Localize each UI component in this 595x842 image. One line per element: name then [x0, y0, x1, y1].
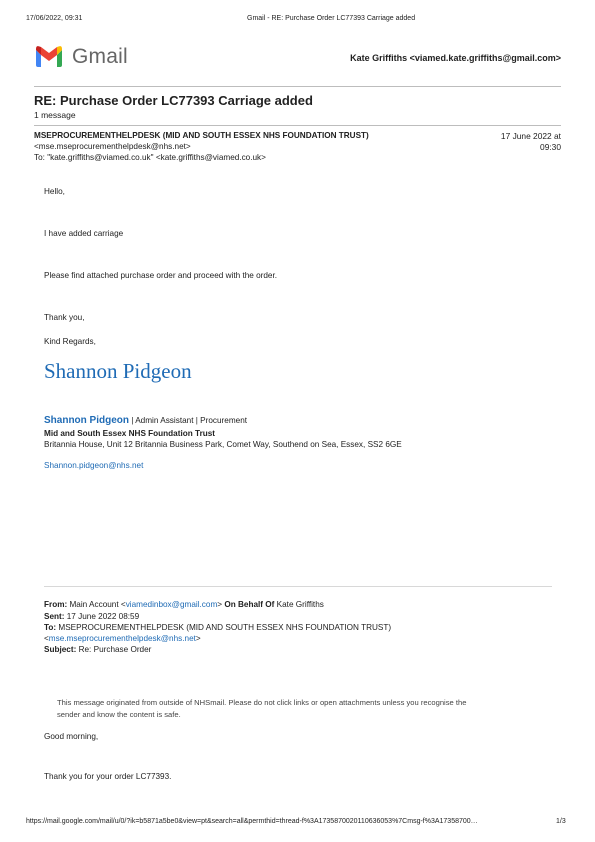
sender-email: <mse.mseprocurementhelpdesk@nhs.net>	[34, 142, 191, 151]
signature-line	[44, 415, 247, 426]
disclaimer-line-2: sender and know the content is safe.	[57, 710, 181, 719]
quoted-sent-text: 17 June 2022 08:59	[64, 612, 140, 621]
print-url: https://mail.google.com/mail/u/0/?ik=b5871a5be0&view=pt&search=all&permthid=thread-f%3A1735870020110636053%7Cmsg-f%3A17358700…	[26, 818, 478, 825]
quoted-subject-line	[44, 645, 151, 654]
signature-name: Shannon Pidgeon	[44, 415, 129, 426]
body-regards: Kind Regards,	[44, 337, 96, 346]
message-count: 1 message	[34, 110, 76, 120]
signature-large-name: Shannon Pidgeon	[44, 359, 192, 383]
body-thanks: Thank you,	[44, 313, 85, 322]
quoted-to-email-close: >	[195, 634, 201, 643]
gmail-logo-icon[interactable]	[34, 44, 64, 68]
quoted-from-close: >	[217, 600, 223, 609]
quoted-from-text: Main Account <	[67, 600, 126, 609]
print-page-number: 1/3	[556, 818, 566, 825]
quoted-to-email-line	[44, 634, 201, 643]
quoted-to-text: MSEPROCUREMENTHELPDESK (MID AND SOUTH ESSEX NHS FOUNDATION TRUST)	[56, 623, 392, 632]
quoted-sent-line	[44, 612, 139, 621]
body-line-carriage: I have added carriage	[44, 229, 124, 238]
quoted-behalf-text: Kate Griffiths	[274, 600, 324, 609]
gmail-logo-text: Gmail	[72, 45, 128, 68]
quoted-behalf-label: On Behalf Of	[222, 600, 275, 609]
body-greeting: Hello,	[44, 187, 65, 196]
quote-divider	[44, 586, 552, 587]
message-time: 09:30	[540, 142, 561, 152]
quoted-from-line	[44, 600, 324, 609]
signature-role: | Admin Assistant | Procurement	[129, 416, 248, 425]
recipient-line: To: "kate.griffiths@viamed.co.uk" <kate.griffiths@viamed.co.uk>	[34, 153, 266, 162]
quoted-to-line	[44, 623, 391, 632]
quoted-sent-label: Sent:	[44, 612, 65, 621]
quoted-to-label: To:	[44, 623, 57, 632]
quoted-thanks: Thank you for your order LC77393.	[44, 772, 172, 781]
quoted-to-email-open: <	[44, 634, 49, 643]
signature-email-link[interactable]: Shannon.pidgeon@nhs.net	[44, 461, 144, 470]
quoted-to-email-link[interactable]: mse.mseprocurementhelpdesk@nhs.net	[48, 634, 196, 643]
quoted-greeting: Good morning,	[44, 732, 99, 741]
account-name: Kate Griffiths <viamed.kate.griffiths@gmail.com>	[350, 53, 561, 63]
signature-address: Britannia House, Unit 12 Britannia Business Park, Comet Way, Southend on Sea, Essex, SS2 6GE	[44, 440, 402, 449]
body-line-attached: Please find attached purchase order and proceed with the order.	[44, 271, 278, 280]
sender-name: MSEPROCUREMENTHELPDESK (MID AND SOUTH ESSEX NHS FOUNDATION TRUST)	[34, 131, 369, 140]
quoted-subject-label: Subject:	[44, 645, 77, 654]
quoted-from-label: From:	[44, 600, 68, 609]
message-date: 17 June 2022 at	[500, 131, 561, 141]
quoted-from-email-link[interactable]: viamedinbox@gmail.com	[125, 600, 218, 609]
print-title: Gmail - RE: Purchase Order LC77393 Carriage added	[247, 15, 416, 22]
quoted-subject-text: Re: Purchase Order	[76, 645, 152, 654]
disclaimer-line-1: This message originated from outside of NHSmail. Please do not click links or open attachments unless you recognise the	[57, 698, 467, 707]
signature-org: Mid and South Essex NHS Foundation Trust	[44, 429, 216, 438]
subject-divider	[34, 125, 561, 126]
print-datetime: 17/06/2022, 09:31	[26, 15, 83, 22]
header-divider	[34, 86, 561, 87]
thread-subject: RE: Purchase Order LC77393 Carriage added	[34, 93, 313, 108]
